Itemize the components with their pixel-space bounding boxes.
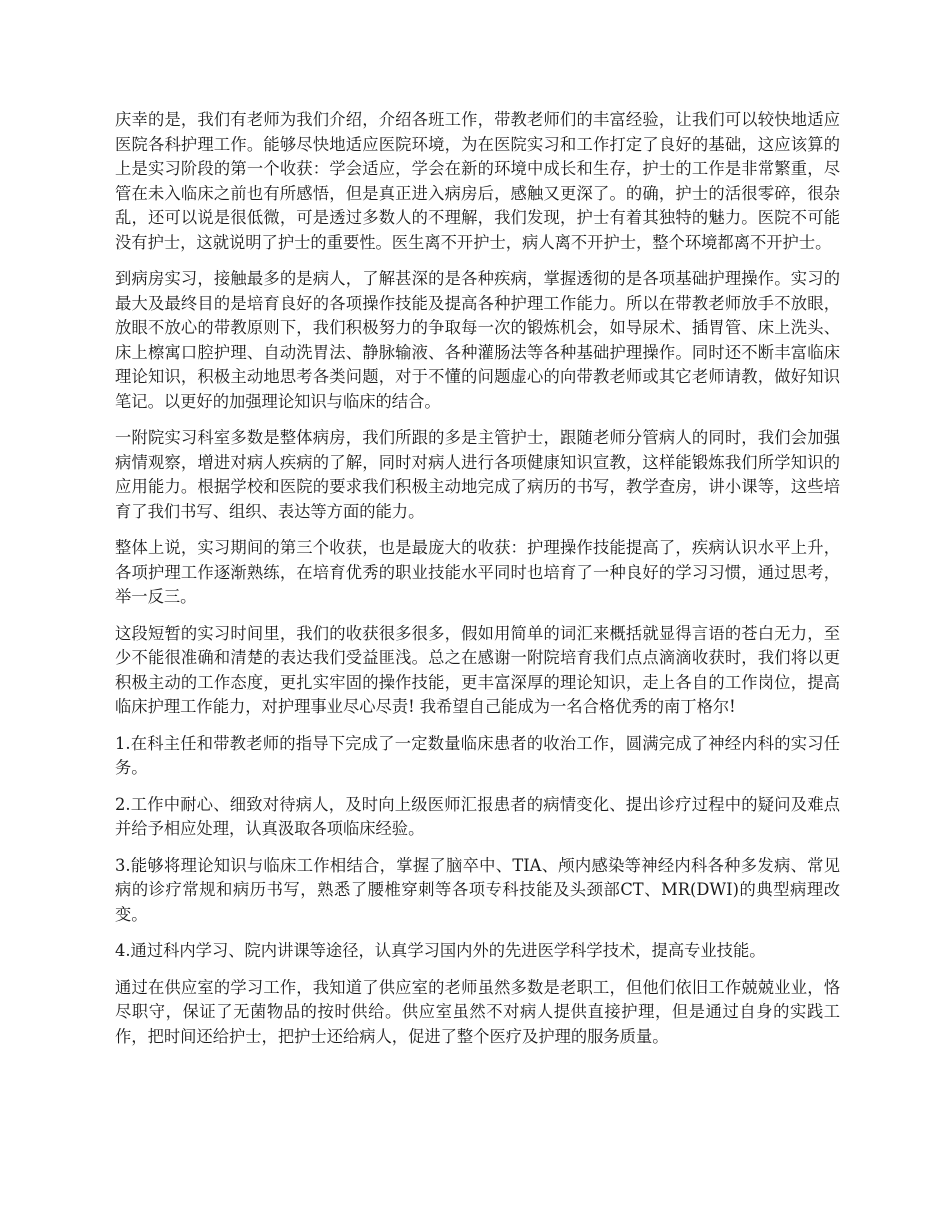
paragraph-summary: 这段短暂的实习时间里，我们的收获很多很多，假如用简单的词汇来概括就显得言语的苍白无力，至少不能很准确和清楚的表达我们受益匪浅。总之在感谢一附院培育我们点点滴滴收获时，我们将以更积极主动的工作态度，更扎实牢固的操作技能，更丰富深厚的理论知识，走上各自的工作岗位，提高临床护理工作能力，对护理事业尽心尽责! 我希望自己能成为一名合格优秀的南丁格尔! [115,623,840,716]
list-item-3: 3.能够将理论知识与临床工作相结合，掌握了脑卒中、TIA、颅内感染等神经内科各种多发病、常见病的诊疗常规和病历书写，熟悉了腰椎穿刺等各项专科技能及头颈部CT、MR(DWI)的典型病理改变。 [115,855,840,924]
list-item-4: 4.通过科内学习、院内讲课等途径，认真学习国内外的先进医学科学技术，提高专业技能。 [115,941,766,960]
paragraph-third-gain: 整体上说，实习期间的第三个收获，也是最庞大的收获：护理操作技能提高了，疾病认识水平上升，各项护理工作逐渐熟练，在培育优秀的职业技能水平同时也培育了一种良好的学习习惯，通过思考，举一反三。 [115,538,840,606]
document-body [115,108,840,1061]
paragraph-supply-room: 通过在供应室的学习工作，我知道了供应室的老师虽然多数是老职工，但他们依旧工作兢兢业业，恪尽职守，保证了无菌物品的按时供给。供应室虽然不对病人提供直接护理，但是通过自身的实践工作，把时间还给护士，把护士还给病人，促进了整个医疗及护理的服务质量。 [115,977,840,1046]
paragraph-department: 一附院实习科室多数是整体病房，我们所跟的多是主管护士，跟随老师分管病人的同时，我们会加强病情观察，增进对病人疾病的了解，同时对病人进行各项健康知识宣教，这样能锻炼我们所学知识的应用能力。根据学校和医院的要求我们积极主动地完成了病历的书写，教学查房，讲小课等，这些培育了我们书写、组织、表达等方面的能力。 [115,428,840,521]
list-item-1: 1.在科主任和带教老师的指导下完成了一定数量临床患者的收治工作，圆满完成了神经内科的实习任务。 [115,733,840,777]
paragraph-ward-practice: 到病房实习，接触最多的是病人，了解甚深的是各种疾病，掌握透彻的是各项基础护理操作。实习的最大及最终目的是培育良好的各项操作技能及提高各种护理工作能力。所以在带教老师放手不放眼，放眼不放心的带教原则下，我们积极努力的争取每一次的锻炼机会，如导尿术、插胃管、床上洗头、床上檫寓口腔护理、自动洗胃法、静脉输液、各种灌肠法等各种基础护理操作。同时还不断丰富临床理论知识，积极主动地思考各类问题，对于不懂的问题虚心的向带教老师或其它老师请教，做好知识笔记。以更好的加强理论知识与临床的结合。 [115,269,840,411]
paragraph-adaptation: 庆幸的是，我们有老师为我们介绍，介绍各班工作，带教老师们的丰富经验，让我们可以较快地适应医院各科护理工作。能够尽快地适应医院环境，为在医院实习和工作打定了良好的基础，这应该算的上是实习阶段的第一个收获：学会适应，学会在新的环境中成长和生存，护士的工作是非常繁重，尽管在未入临床之前也有所感悟，但是真正进入病房后，感触又更深了。的确，护士的活很零碎，很杂乱，还可以说是很低微，可是透过多数人的不理解，我们发现，护士有着其独特的魅力。医院不可能没有护士，这就说明了护士的重要性。医生离不开护士，病人离不开护士，整个环境都离不开护士。 [115,110,840,252]
list-item-2: 2.工作中耐心、细致对待病人，及时向上级医师汇报患者的病情变化、提出诊疗过程中的疑问及难点并给予相应处理，认真汲取各项临床经验。 [115,794,840,838]
